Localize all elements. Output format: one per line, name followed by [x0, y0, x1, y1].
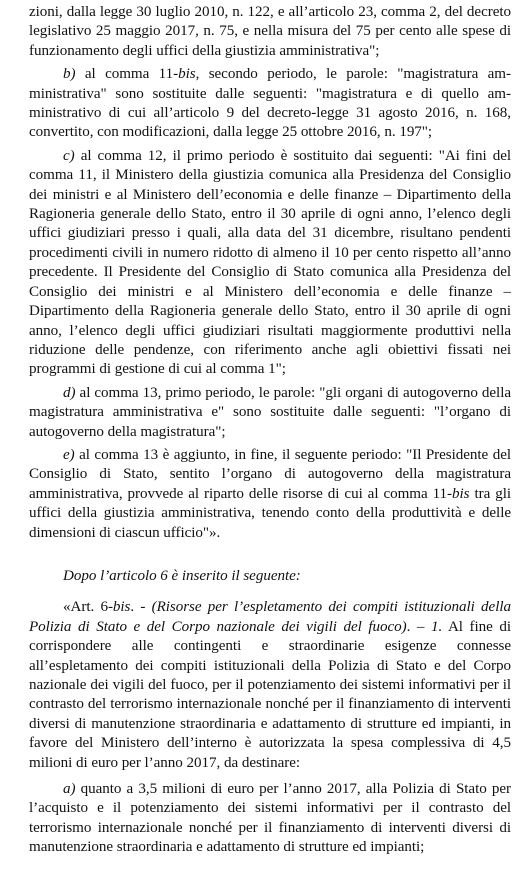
text-run: «Art. 6- — [63, 599, 113, 616]
italic-run: c) — [63, 147, 75, 164]
paragraph — [29, 780, 511, 858]
italic-run: bis — [178, 66, 196, 83]
italic-run: d) — [63, 384, 76, 401]
italic-run: b) — [63, 66, 76, 83]
paragraph — [29, 147, 511, 380]
section-heading: Dopo l’articolo 6 è inserito il seguente: — [63, 567, 301, 584]
text-run: al comma 12, il primo periodo è sostituito dai seguenti: "Ai fini del comma 11, il Ministero della giustizia comunica alla Presidenza del Consiglio dei ministri e al Ministero dell’economia e delle finanze – Dipartimento della Ragioneria generale dello Stato, entro il 30 aprile di ogni anno, l’elenco degli uffici giudiziari presso i quali, alla data del 31 dicembre, risultano pendenti procedimenti civili in numero ridotto di almeno il 10 per cento rispetto all’anno precedente. Il Presidente del Consiglio di Stato comunica alla Presidenza del Consiglio dei ministri e al Ministero dell’economia e delle finanze – Dipartimento della Ragioneria generale dello Stato, entro il 30 aprile di ogni anno, l’elenco degli uffici giudiziari risultati maggiormente produttivi nella riduzione delle pendenze, con riferimento anche agli obiettivi fissati nei programmi di gestione di cui al comma 1"; — [29, 147, 511, 378]
amendment-list — [29, 3, 511, 543]
text-run: tra gli uffici della giustizia amministrativa, tenendo conto della produttività e delle dimensioni di ciascun ufficio"». — [29, 485, 511, 541]
paragraph — [29, 3, 511, 61]
italic-run: bis — [112, 599, 131, 616]
italic-run: 1. — [430, 618, 443, 635]
paragraph — [29, 598, 511, 773]
italic-run: e) — [63, 446, 75, 463]
text-run: quanto a 3,5 milioni di euro per l’anno 2017, alla Polizia di Stato per l’acquisto e il potenziamento dei sistemi informativi per il contrasto del terrorismo internazionale nonché per il finanziamento di interventi diversi di manutenzione straordinaria e adattamento di strutture ed impianti; — [29, 781, 511, 856]
paragraph — [29, 446, 511, 543]
text-run: . - — [130, 599, 152, 616]
text-run: zioni, dalla legge 30 luglio 2010, n. 122, e all’articolo 23, comma 2, del decreto legislativo 25 maggio 2017, n. 75, e nella misura del 75 per cento alle spese di funzionamento degli uffici della giustizia amministrativa"; — [29, 4, 511, 59]
text-run: al comma 13, primo periodo, le parole: "gli organi di autogoverno della magistratura amministrativa e" sono sostituite dalle seguenti: "l’organo di autogoverno della magistratura"; — [29, 384, 511, 440]
article-6-bis — [29, 598, 511, 857]
text-run: al comma 13 è aggiunto, in fine, il seguente periodo: "Il Presidente del Consiglio di Stato, sentito l’organo di autogoverno della magistratura amministrativa, provvede al riparto delle risorse di cui al comma 11- — [29, 446, 511, 502]
italic-run: bis — [452, 485, 470, 502]
italic-run: (Risorse per l’espletamento dei compiti istituzionali della Polizia di Stato e del Corpo nazionale dei vigili del fuoco) — [29, 599, 511, 635]
text-run: , secondo periodo, le parole: "magistratura amministrativa" sono sostituite dalle seguenti: "magistratura e di quello amministrativo di cui all’articolo 9 del decreto-legge 31 agosto 2016, n. 168, convertito, con modificazioni, dalla legge 25 ottobre 2016, n. 197"; — [29, 66, 511, 141]
italic-run: a) — [63, 781, 76, 798]
paragraph — [29, 65, 511, 143]
text-run: Al fine di corrispondere alle contingenti e straordinarie esigenze connesse all’espletamento dei compiti istituzionali della Polizia di Stato e del Corpo nazionale dei vigili del fuoco, per il potenziamento dei sistemi informativi per il contrasto del terrorismo internazionale nonché per il finanziamento di interventi diversi di manutenzione straordinaria e adattamento di strutture ed impianti, in favore del Ministero dell’interno è autorizzata la spesa complessiva di 4,5 milioni di euro per l’anno 2017, da destinare: — [29, 618, 511, 771]
text-run: al comma 11- — [75, 66, 179, 83]
text-run: . – — [406, 618, 431, 635]
paragraph — [29, 384, 511, 442]
